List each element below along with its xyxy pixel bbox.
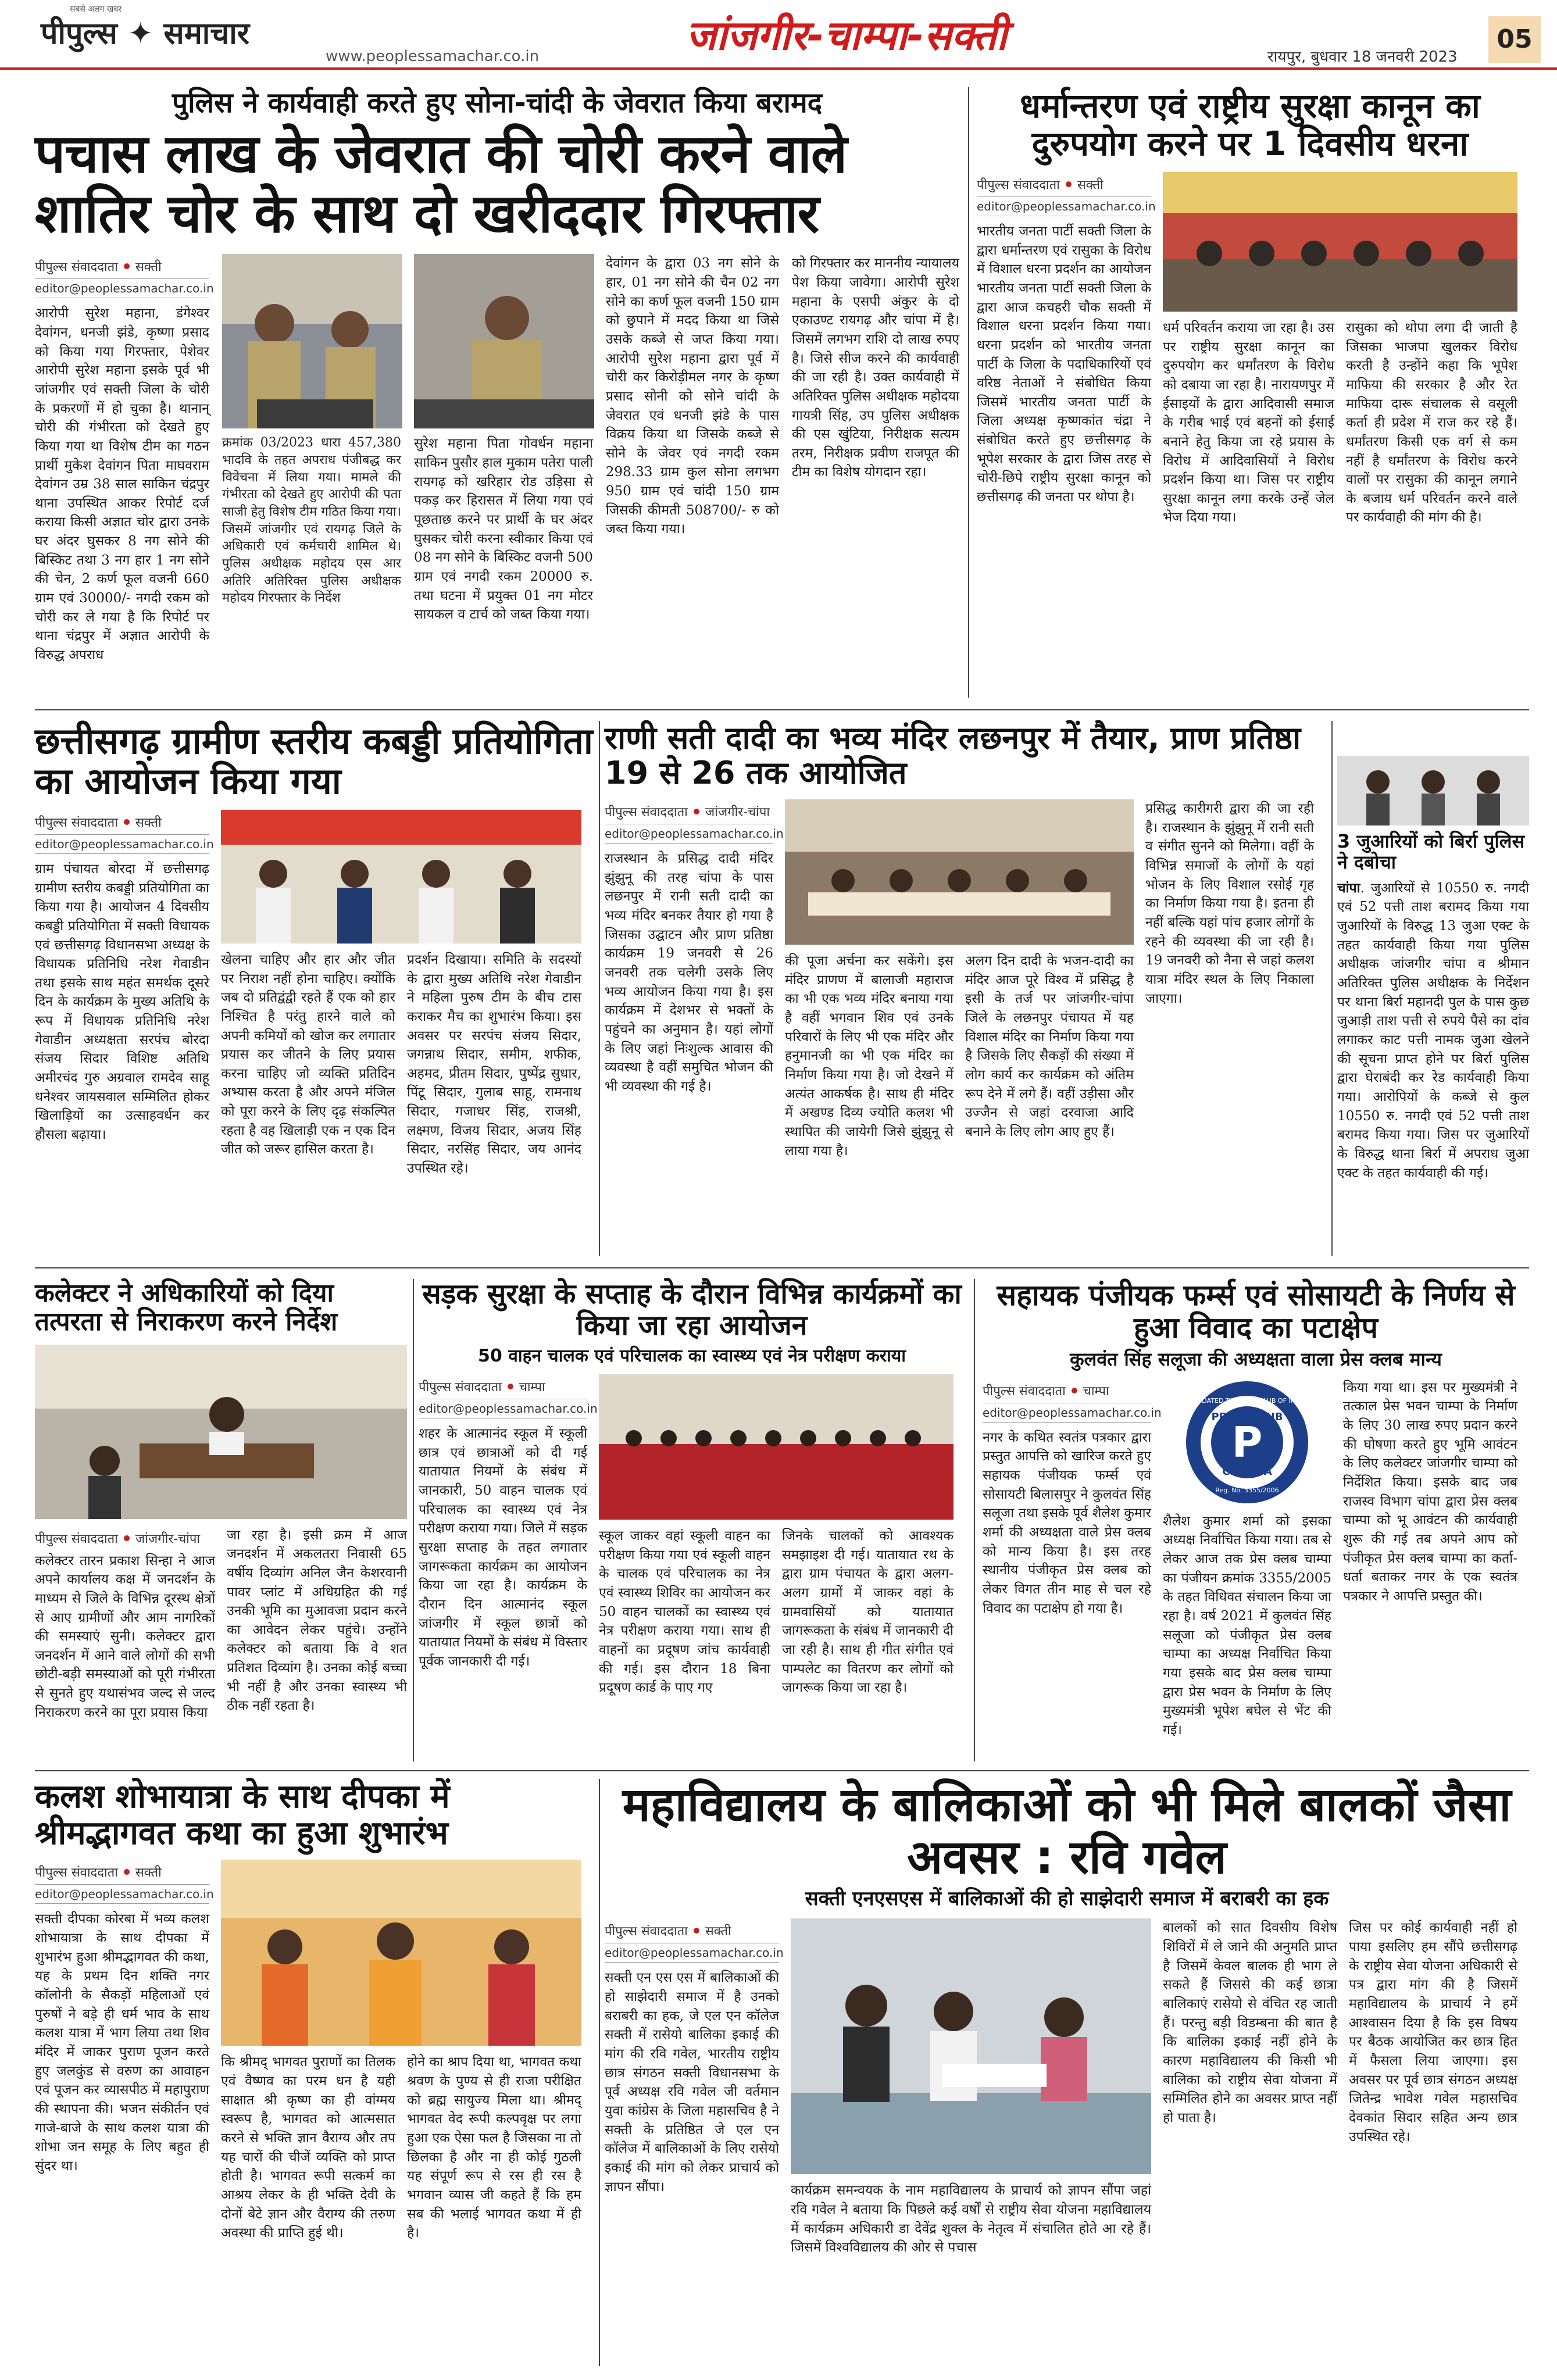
story-body-col4: प्रसिद्ध कारीगरी द्वारा की जा रही है। राजस्थान के झुंझुनू में रानी सती व संगीत सुनने को मिलेगा। वहीं के विभिन्न समाजों के लोगों के यहां भोजन के लिए विशाल रसोई गृह का निर्माण किया गया है। इतना ही नहीं बल्कि यहां पांच हजार लोगों के रहने की व्यवस्था की जा रही है। 19 जनवरी को नैना से जहां कलश यात्रा मंदिर स्थल के लिए निकाला जाएगा। xyxy=(1145,801,1314,1006)
story-body-col1: राजस्थान के प्रसिद्ध दादी मंदिर झुंझुनू की तरह चांपा के पास लछनपुर में रानी सती दादी का भव्य मंदिर बनकर तैयार हो गया है जिसका उद्घाटन और प्राण प्रतिष्ठा कार्यक्रम 19 जनवरी से 26 जनवरी तक चलेगी उसके लिए भव्य आयोजन किया गया है। इस कार्यक्रम में देशभर से भक्तों के पहुंचने का अनुमान है। यहां लोगों के लिए जहां निःशुल्क आवास की व्यवस्था है वहीं समुचित भोजन की भी व्यवस्था की गई है। xyxy=(605,850,773,1094)
photo-memorandum xyxy=(791,1918,1151,2174)
byline-dot-icon xyxy=(694,1928,699,1934)
byline-dot-icon xyxy=(694,809,699,814)
byline: पीपुल्स संवाददाता चाम्पा xyxy=(419,1380,545,1395)
story-rani-sati-temple xyxy=(605,721,1326,1256)
story-body-col1: कलेक्टर तारन प्रकाश सिन्हा ने आज अपने कार्यालय कक्ष में जनदर्शन के माध्यम से जिले के विभिन्न दूरस्थ क्षेत्रों से आए ग्रामीणों और आम नागरिकों की समस्याएं सुनी। कलेक्टर द्वारा जनदर्शन में आने वाले लोगों की सभी छोटी-बड़ी समस्याओं को पूरी गंभीरता से सुनते हुए यथासंभव जल्द से जल्द निराकरण करने का पूरा प्रयास किया xyxy=(35,1553,215,1720)
story-headline[interactable]: पचास लाख के जेवरात की चोरी करने वाले शातिर चोर के साथ दो खरीददार गिरफ्तार xyxy=(35,123,847,245)
story-kicker: पुलिस ने कार्यवाही करते हुए सोना-चांदी के जेवरात किया बरामद xyxy=(172,87,823,119)
logo-text: PRESS CLUB xyxy=(1211,1410,1283,1423)
story-headline[interactable]: महाविद्यालय के बालिकाओं को भी मिले बालकों जैसा अवसर : रवि गवेल xyxy=(622,1778,1512,1884)
logo-tagline: सबसे अलग खबर xyxy=(70,5,122,14)
story-body-col4: देवांगन के द्वारा 03 नग सोने के हार, 01 नग सोने की चैन 02 नग सोने का कर्ण फूल वजनी 150 ग्राम को छुपाने में मदद किया था जिसे उसके कब्जे से जप्त किया गया। आरोपी सुरेश महाना द्वारा पूर्व में चोरी कर किरोड़ीमल नगर के कृष्ण प्रसाद सोनी को सोने चांदी के जेवरात एवं धनजी झंडे के पास विक्रय किया था जिसके कब्जे से सोने के जेवर एवं नगदी रकम 298.33 ग्राम कुल सोना लगभग 950 ग्राम एवं चांदी 150 ग्राम जिसकी कीमती 508700/- रु को जब्त किया गया। xyxy=(605,256,779,537)
press-club-logo xyxy=(1163,1378,1331,1506)
story-body-col2: कार्यक्रम समन्वयक के नाम महाविद्यालय के प्राचार्य को ज्ञापन सौंपा जहां रवि गवेल ने बताया कि पिछले कई वर्षों से राष्ट्रीय सेवा योजना महाविद्यालय में कार्यक्रम अधिकारी डा देवेंद्र शुक्ल के नेतृत्व में संचालित होते आ रहे हैं। जिसमें विश्वविद्यालय की ओर से पचास xyxy=(791,2183,1151,2256)
section-rule xyxy=(35,709,1529,710)
column-rule xyxy=(974,1279,975,1761)
story-headline[interactable]: छत्तीसगढ़ ग्रामीण स्तरीय कबड्डी प्रतियोगिता का आयोजन किया गया xyxy=(35,720,593,803)
story-body-col1: आरोपी सुरेश महाना, डंगेश्वर देवांगन, धनजी झंडे, कृष्णा प्रसाद को किया गया गिरफ्तार, पेशेवर आरोपी सुरेश महाना इसके पूर्व भी जांजगीर एवं सक्ती जिला के चोरी के प्रकरणों में हो चुका है। थानान् चोरी की गंभीरता को देखते हुए किया गया था विशेष टीम का गठन प्रार्थी मुकेश देवांगन पिता माघवराम देवांगन उम्र 38 साल साकिन चंद्रपुर थाना उपस्थित आकर रिपोर्ट दर्ज कराया किसी अज्ञात चोर द्वारा उनके घर अंदर घुसकर 8 नग सोने की बिस्किट तथा 3 नग हार 1 नग सोने की चेन, 2 कर्ण फूल वजनी 660 ग्राम एवं 30000/- नगदी रकम को चोरी कर ले गया है कि रिपोर्ट पर थाना चंद्रपुर में अज्ञात आरोपी के विरुद्ध अपराध xyxy=(35,306,209,663)
gamblers-photo-icon xyxy=(1337,756,1529,826)
column-rule xyxy=(599,721,600,1256)
story-body-col2: धर्म परिवर्तन कराया जा रहा है। उस पर राष्ट्रीय सुरक्षा कानून का दुरुपयोग कर धर्मांतरण के विरोध को दबाया जा रहा है। नारायणपुर में ईसाइयों के द्वारा आदिवासी समाज के गरीब भाई एवं बहनों को ईसाई बनाने हेतु किया जा रहे प्रयास के विरोध में आदिवासियों ने विरोध प्रदर्शन किया था। जिस पर राष्ट्रीय सुरक्षा कानून लगा करके उन्हें जेल भेज दिया गया। xyxy=(1163,320,1334,526)
byline: पीपुल्स संवाददाता चाम्पा xyxy=(983,1384,1109,1399)
story-collector-janadarshan xyxy=(35,1279,407,1761)
story-body-col3: बालकों को सात दिवसीय विशेष शिविरों में ले जाने की अनुमति प्राप्त है जिसमें केवल बालक ही भाग ले सकते हैं जिससे की कई छात्रा बालिकाएं रासेयो से वंचित रह जाती हैं। परन्तु बड़ी विडम्बना की बात है कि बालिका इकाई नहीं होने के कारण महाविद्यालय की किसी भी बालिका को राष्ट्रीय सेवा योजना में सम्मिलित होने का अवसर प्राप्त नहीं हो पाता है। xyxy=(1163,1920,1337,2125)
story-press-club xyxy=(983,1279,1529,1761)
photo-seized-jewellery xyxy=(414,254,593,428)
site-url[interactable]: www.peoplessamachar.co.in xyxy=(326,48,540,65)
column-rule xyxy=(599,1779,600,2366)
logo-ring-text: AFFILIATED TO PRESS CLUB OF INDIA xyxy=(1187,1396,1307,1405)
story-body-col1: सक्ती एन एस एस में बालिकाओं की हो साझेदारी समाज में है उनको बराबरी का हक, जे एल एन कॉलेज सक्ती में रासेयो बालिका इकाई की मांग की रवि गवेल, भारतीय राष्ट्रीय छात्र संगठन सक्ती विधानसभा के पूर्व अध्यक्ष रवि गवेल जी वर्तमान युवा कांग्रेस के जिला महासचिव है ने सक्ती के प्रतिष्ठित जे एल एन कॉलेज में बालिकाओं के लिए रासेयो इकाई की मांग को लेकर प्राचार्य को ज्ञापन सौंपा। xyxy=(605,1970,779,2195)
story-conversion-protest xyxy=(977,87,1523,698)
police-photo-icon xyxy=(222,254,402,428)
email-link[interactable]: editor@peoplessamachar.co.in xyxy=(35,278,209,298)
logo-reg: Reg. No. 3355/2006 xyxy=(1215,1486,1279,1494)
byline-dot-icon xyxy=(1066,181,1072,187)
email-link[interactable]: editor@peoplessamachar.co.in xyxy=(35,1884,209,1904)
byline: पीपुल्स संवाददाता जांजगीर-चांपा xyxy=(605,805,770,820)
byline: पीपुल्स संवाददाता सक्ती xyxy=(35,815,162,830)
meeting-photo-icon xyxy=(785,799,1134,945)
photo-protest xyxy=(1163,172,1517,312)
byline-dot-icon xyxy=(124,1535,130,1541)
story-headline[interactable]: सड़क सुरक्षा के सप्ताह के दौरान विभिन्न कार्यक्रमों का किया जा रहा आयोजन xyxy=(422,1278,962,1342)
page-number: 05 xyxy=(1488,16,1541,63)
story-body-col2: खेलना चाहिए और हार और जीत पर निराश नहीं होना चाहिए। क्योंकि जब दो प्रतिद्वंद्वी रहते हैं एक को हार निश्चित है परंतु हारने वाले को अपनी कमियों को खोज कर लगातार प्रयास कर जीतने के लिए प्रयास करना चाहिए जो व्यक्ति प्रतिदिन अभ्यास करता है और अपने मंजिल को पूरा करने के लिए दृढ़ संकल्पित रहता है वह खिलाड़ी एक न एक दिन जीत को जरूर हासिल करता है। xyxy=(221,952,395,1157)
students-photo-icon xyxy=(599,1374,954,1520)
story-headline[interactable]: धर्मान्तरण एवं राष्ट्रीय सुरक्षा कानून का दुरुपयोग करने पर 1 दिवसीय धरना xyxy=(1020,86,1480,163)
byline: पीपुल्स संवाददाता जांजगीर-चांपा xyxy=(35,1531,201,1546)
story-girls-nss xyxy=(605,1779,1529,2366)
section-rule xyxy=(35,1770,1529,1771)
katha-photo-icon xyxy=(221,1860,581,2046)
byline-dot-icon xyxy=(1072,1388,1077,1393)
story-body-col3: सुरेश महाना पिता गोवर्धन महाना साकिन पुसौर हाल मुकाम पतेरा पाली रायगढ़ को खरिहार रोड उड़िसा से पकड़ कर हिरासत में लिया गया एवं पूछताछ करने पर प्रार्थी के घर अंदर घुसकर चोरी करना स्वीकार किया एवं 08 नग सोने के बिस्किट वजनी 500 ग्राम एवं नगदी रकम 20000 रु. तथा घटना में प्रयुक्त 01 नग मोटर सायकल व टार्च को जब्त किया गया। xyxy=(413,436,593,623)
story-kabaddi xyxy=(35,721,593,1256)
logo-letter: P xyxy=(1231,1417,1263,1467)
photo-caption: क्रमांक 03/2023 धारा 457,380 भादवि के तहत अपराध पंजीबद्ध कर विवेचना में लिया गया। मामले की गंभीरता को देखते हुए आरोपी की पता साजी हेतु विशेष टीम गठित किया गया। जिसमें जांजगीर एवं रायगढ़ जिले के अधिकारी एवं कर्मचारी शामिल थे। पुलिस अधीक्षक महोदय एस आर अतिरि अतिरिक्त पुलिस अधीक्षक महोदय गिरफ्तार के निर्देश xyxy=(222,435,401,606)
story-body-col5: को गिरफ्तार कर माननीय न्यायालय पेश किया जावेगा। आरोपी सुरेश महाना के एसपी अंकुर के दो एकाउण्ट रायगढ़ और चांपा में है। जिसमें लगभग राशि दो लाख रुपए है। जिसे सीज करने की कार्यवाही की जा रही है। उक्त कार्यवाही में अतिरिक्त पुलिस अधीक्षक महोदया गायत्री सिंह, उप पुलिस अधीक्षक की एस खुंटिया, निरीक्षक सत्यम तरम, निरीक्षक प्रवीण राजपूत की टीम का विशेष योगदान रहा। xyxy=(791,256,959,480)
story-body-col3: अलग दिन दादी के भजन-दादी का मंदिर आज पूरे विश्व में प्रसिद्ध है इसी के तर्ज पर जांजगीर-चांपा जिले के लछनपुर पंचायत में यह विशाल मंदिर का निर्माण किया गया है जिसके लिए सैकड़ों की संख्या में लोग कार्य कर कार्यक्रम को अंतिम रूप देने में लगे हैं। वहीं उड़ीसा और उज्जैन से जहां दरवाजा आदि बनाने के लिए लोग आए हुए हैं। xyxy=(965,953,1134,1139)
newspaper-logo[interactable]: पीपुल्स ✦ समाचार xyxy=(41,16,250,51)
dateline: रायपुर, बुधवार 18 जनवरी 2023 xyxy=(1267,48,1458,66)
story-gamblers-arrest xyxy=(1337,756,1529,1256)
story-deck: सक्ती एनएसएस में बालिकाओं की हो साझेदारी समाज में बराबरी का हक xyxy=(805,1887,1329,1911)
photo-police-press xyxy=(222,254,401,428)
story-jewellery-theft xyxy=(35,87,959,698)
story-headline[interactable]: 3 जुआरियों को बिर्रा पुलिस ने दबोचा xyxy=(1337,830,1525,873)
story-body-col2: स्कूल जाकर वहां स्कूली वाहन का परीक्षण किया गया एवं स्कूली वाहन के चालक एवं परिचालक का नेत्र एवं स्वास्थ्य शिविर का आयोजन कर 50 वाहन चालकों का स्वास्थ्य एवं नेत्र परीक्षण कराया गया। साथ ही वाहनों का प्रदूषण जांच कार्यवाही की गई। इस दौरान 18 बिना प्रदूषण कार्ड के पाए गए xyxy=(599,1528,770,1696)
kabaddi-photo-icon xyxy=(221,810,581,944)
masthead xyxy=(0,0,1557,70)
logo-sub: CHAMPA xyxy=(1222,1465,1272,1478)
story-body-col2: कि श्रीमद् भागवत पुराणों का तिलक एवं वैष्णव का परम धन है यही साक्षात श्री कृष्ण का ही वांग्मय स्वरूप है, भागवत को आत्मसात करने से भक्ति ज्ञान वैराग्य और तप यह चारों की चीजें व्यक्ति को प्राप्त होती है। भागवत रूपी सत्कर्म का आश्रय लेकर के ही भक्ति देवी के दोनों बेटे ज्ञान और वैराग्य की तरुण अवस्था की प्राप्ति हुई थी। xyxy=(221,2054,395,2241)
email-link[interactable]: editor@peoplessamachar.co.in xyxy=(983,1403,1151,1423)
story-headline[interactable]: कलश शोभायात्रा के साथ दीपका में श्रीमद्भागवत कथा का हुआ शुभारंभ xyxy=(35,1778,450,1852)
story-body-col1: ग्राम पंचायत बोरदा में छत्तीसगढ़ ग्रामीण स्तरीय कबड्डी प्रतियोगिता का किया गया है। आयोजन 4 दिवसीय कबड्डी प्रतियोगिता में सक्ती विधायक एवं छत्तीसगढ़ विधानसभा अध्यक्ष के विधायक प्रतिनिधि नरेश गेवाडीन तथा इसके साथ महंत समर्थक दूसरे दिन के कार्यक्रम के मुख्य अतिथि के रूप में विधायक प्रतिनिधि नरेश गेवाडीन अध्यक्षता सरपंच बोरदा संजय सिदार विशिष्ट अतिथि अमीरचंद गुरु अग्रवाल रामदेव साहू धनेश्वर जायसवाल सम्मिलित होकर खिलाड़ियों का उत्साहवर्धन कर हौसला बढ़ाया। xyxy=(35,861,209,1143)
press-club-seal-icon xyxy=(1183,1378,1311,1506)
story-body-col2: जा रहा है। इसी क्रम में आज जनदर्शन में अकलतरा निवासी 65 वर्षीय दिव्यांग अनिल जैन केशरवानी पावर प्लांट में अधिग्रहित की गई उनकी भूमि का मुआवजा प्रदान करने का आवेदन लेकर पहुंचे। उन्होंने कलेक्टर को बताया कि वे शत प्रतिशत दिव्यांग है। उनका कोई बच्चा भी नहीं है और उनका स्वास्थ्य भी ठीक नहीं रहता है। xyxy=(227,1527,407,1714)
story-headline[interactable]: सहायक पंजीयक फर्म्स एवं सोसायटी के निर्णय से हुआ विवाद का पटाक्षेप xyxy=(997,1278,1515,1345)
column-rule xyxy=(413,1279,414,1761)
story-headline[interactable]: राणी सती दादी का भव्य मंदिर लछनपुर में तैयार, प्राण प्रतिष्ठा 19 से 26 तक आयोजित xyxy=(605,720,1301,792)
email-link[interactable]: editor@peoplessamachar.co.in xyxy=(419,1399,587,1418)
story-body-col3: जिनके चालकों को आवश्यक समझाइश दी गई। यातायात रथ के द्वारा ग्राम पंचायत के द्वारा अलग-अलग ग्रामों में जाकर वहां के ग्रामवासियों को यातायात जागरूकता के संबंध में जानकारी दी जा रही है। साथ ही गीत संगीत एवं पाम्पलेट का वितरण कर लोगों को जागरूक किया जा रहा है। xyxy=(782,1528,954,1696)
email-link[interactable]: editor@peoplessamachar.co.in xyxy=(605,824,773,844)
region-title: जांजगीर-चाम्पा-सक्ती xyxy=(686,12,1007,59)
story-body-col1: भारतीय जनता पार्टी सक्ती जिला के द्वारा धर्मान्तरण एवं रासुका के विरोध में विशाल धरना प्रदर्शन का आयोजन भारतीय जनता पार्टी सक्ती जिला के द्वारा आज कचहरी चौक सक्ती में विशाल धरना प्रदर्शन किया गया। धरना प्रदर्शन को भारतीय जनता पार्टी के जिला के पदाधिकारियों एवं वरिष्ठ नेताओं ने संबोधित किया जिसमें भारतीय जनता पार्टी के जिला अध्यक्ष कृष्णकांत चंद्रा ने संबोधित करते हुए छत्तीसगढ़ के भूपेश सरकार के द्वारा जिस तरह से चोरी-छिपे राष्ट्रीय सुरक्षा कानून को छत्तीसगढ़ की जनता पर थोपा है। xyxy=(977,223,1151,505)
story-body-col1: सक्ती दीपका कोरबा में भव्य कलश शोभायात्रा के साथ दीपका में शुभारंभ हुआ श्रीमद्भागवत की कथा, यह के प्रथम दिन शक्ति नगर कॉलोनी के सैकड़ों महिलाओं एवं पुरुषों ने बड़े ही धर्म भाव के साथ कलश यात्रा में भाग लिया तथा शिव मंदिर में जाकर पुराण पूजन करते हुए जलकुंड से वरुण का आवाहन एवं पूजन कर व्यासपीठ में महापुराण की स्थापना की। भजन संकीर्तन एवं गाजे-बाजे के साथ कलश यात्रा की शोभा जन समूह के लिए बहुत ही सुंदर था। xyxy=(35,1911,209,2174)
story-body-col3: किया गया था। इस पर मुख्यमंत्री ने तत्काल प्रेस भवन चाम्पा के निर्माण के लिए 30 लाख रुपए प्रदान करने की घोषणा करते हुए भूमि आवंटन के लिए कलेक्टर जांजगीर चाम्पा को निर्देशित किया। इसके बाद जब राजस्व विभाग चांपा द्वारा प्रेस क्लब चाम्पा को भू आवंटन की कार्यवाही शुरू की गई तब अपने आप को पंजीकृत प्रेस क्लब चाम्पा का कर्ता-धर्ता बताकर नगर के एक स्वतंत्र पत्रकार ने आपत्ति प्रस्तुत की। xyxy=(1343,1380,1517,1604)
story-body-col3: रासुका को थोपा लगा दी जाती है जिसका भाजपा खुलकर विरोध करती है उन्होंने कहा कि भूपेश माफिया की सरकार है और रेत माफिया दारू संचालक से वसूली कर्ता ही प्रदेश में राज कर रहे हैं। धर्मांतरण किसी एक वर्ग से कम नहीं है धर्मांतरण के विरोध करने वालों पर रासुका की कानून लगाने के बजाय धर्म परिवर्तन करने वाले पर कार्यवाही की मांग की है। xyxy=(1346,320,1517,526)
email-link[interactable]: editor@peoplessamachar.co.in xyxy=(977,196,1151,216)
column-rule xyxy=(968,87,969,698)
byline: पीपुल्स संवाददाता सक्ती xyxy=(35,1866,162,1881)
story-road-safety xyxy=(419,1279,965,1761)
photo-temple-meeting xyxy=(785,799,1134,945)
story-body-col1: शहर के आत्मानंद स्कूल में स्कूली छात्र एवं छात्राओं को दी गई यातायात नियमों के संबंध में जानकारी, 50 वाहन चालक एवं परिचालक का स्वास्थ्य एवं नेत्र परीक्षण कराया गया। जिले में सड़क सुरक्षा सप्ताह के तहत लगातार जागरूकता कार्यक्रम का आयोजन किया जा रहा है। कार्यक्रम के दौरान दिन आत्मानंद स्कूल जांजगीर में स्कूल छात्रों को यातायात नियमों के संबंध में विस्तार पूर्वक जानकारी दी गई। xyxy=(419,1426,587,1669)
story-body-col2: शैलेश कुमार शर्मा को इसका अध्यक्ष निर्वाचित किया गया। तब से लेकर आज तक प्रेस क्लब चाम्पा का पंजीयन क्रमांक 3355/2005 के तहत विधिवत संचालन किया जा रहा है। वर्ष 2021 में कुलवंत सिंह सलूजा को पंजीकृत प्रेस क्लब चाम्पा का अध्यक्ष निर्वाचित किया गया इसके बाद प्रेस क्लब चाम्पा द्वारा प्रेस भवन के निर्माण के लिए मुख्यमंत्री भूपेश बघेल से भेंट की गई। xyxy=(1163,1513,1331,1738)
photo-collector xyxy=(35,1345,407,1519)
story-body-col3: होने का श्राप दिया था, भागवत कथा श्रवण के पुण्य से ही राजा परीक्षित को ब्रह्म सायुज्य मिला था। श्रीमद् भागवत वेद रूपी कल्पवृक्ष पर लगा हुआ एक ऐसा फल है जिसका ना तो छिलका है और ना ही कोई गुठली यह संपूर्ण रूप से रस ही रस है भगवान व्यास जी कहते हैं कि हम सब की भलाई भागवत कथा में ही है। xyxy=(407,2054,581,2241)
protest-photo-icon xyxy=(1163,172,1517,312)
story-bhagwat-katha xyxy=(35,1779,593,2366)
story-body-col1: नगर के कथित स्वतंत्र पत्रकार द्वारा प्रस्तुत आपत्ति को खारिज करते हुए सहायक पंजीयक फर्म्स एवं सोसायटी बिलासपुर ने कुलवंत सिंह सलूजा तथा इसके पूर्व शैलेश कुमार शर्मा की अध्यक्षता वाले प्रेस क्लब को मान्य किया है। इस तरह स्थानीय पंजीकृत प्रेस क्लब को लेकर विगत तीन माह से चल रहे विवाद का पटाक्षेप हो गया है। xyxy=(983,1430,1151,1616)
byline: पीपुल्स संवाददाता सक्ती xyxy=(35,260,162,275)
email-link[interactable]: editor@peoplessamachar.co.in xyxy=(605,1943,779,1963)
photo-road-safety-students xyxy=(599,1374,954,1520)
byline-dot-icon xyxy=(124,819,130,825)
byline: पीपुल्स संवाददाता सक्ती xyxy=(605,1924,731,1939)
story-headline[interactable]: कलेक्टर ने अधिकारियों को दिया तत्परता से निराकरण करने निर्देश xyxy=(35,1278,338,1337)
officer-photo-icon xyxy=(414,254,594,428)
story-deck: कुलवंत सिंह सलूजा की अध्यक्षता वाला प्रेस क्लब मान्य xyxy=(1070,1348,1442,1370)
section-rule xyxy=(35,1267,1529,1268)
byline: पीपुल्स संवाददाता सक्ती xyxy=(977,177,1104,192)
column-rule xyxy=(1331,721,1333,1256)
story-body-col2: की पूजा अर्चना कर सकेंगे। इस मंदिर प्राणण में बालाजी महाराज का भी एक भव्य मंदिर बनाया गया है वहीं भगवान शिव एवं उनके परिवारों के लिए भी एक मंदिर और हनुमानजी का भी एक मंदिर का निर्माण किया गया है। जो देखने में अत्यंत आकर्षक है। साथ ही मंदिर में अखण्ड दिव्य ज्योति कलश भी स्थापित की जायेगी जिसे झुंझुनू से लाया गया है। xyxy=(785,953,954,1159)
byline-dot-icon xyxy=(508,1384,513,1389)
photo-bhagwat-katha xyxy=(221,1860,581,2046)
email-link[interactable]: editor@peoplessamachar.co.in xyxy=(35,834,209,854)
collector-photo-icon xyxy=(35,1345,407,1519)
byline-dot-icon xyxy=(124,1869,130,1875)
story-body-col3: प्रदर्शन दिखाया। समिति के सदस्यों के द्वारा मुख्य अतिथि नरेश गेवाडीन ने महिला पुरुष टीम के बीच टास कराकर मैच का शुभारंभ किया। इस अवसर पर सरपंच संजय सिदार, जगन्नाथ सिदार, समीम, शफीक, अहमद, प्रीतम सिदार, पुष्पेंद्र सुधार, पिंटू सिदार, गुलाब साहू, रामनाथ सिदार, गजाधर सिंह, राजश्री, लक्ष्मण, विजय सिदार, अजय सिंह सिदार, नरसिंह सिदार, जय आनंद उपस्थित रहे। xyxy=(407,952,581,1177)
story-deck: 50 वाहन चालक एवं परिचालक का स्वास्थ्य एवं नेत्र परीक्षण कराया xyxy=(478,1345,906,1366)
byline-dot-icon xyxy=(124,263,130,269)
memorandum-photo-icon xyxy=(791,1918,1151,2174)
story-body-col4: जिस पर कोई कार्यवाही नहीं हो पाया इसलिए हम सौंपे छत्तीसगढ़ के राष्ट्रीय सेवा योजना अधिकारी से पत्र द्वारा मांग की है जिसमें महाविद्यालय के प्राचार्य ने हमें आश्वासन दिया है कि इस विषय पर बैठक आयोजित कर छात्र हित में फैसला लिया जाएगा। इस अवसर पर पूर्व छात्र संगठन अध्यक्ष जितेन्द्र भावेश गवेल महासचिव देवकांत सिदार सहित अन्य छात्र उपस्थित रहे। xyxy=(1349,1920,1517,2145)
photo-kabaddi-guests xyxy=(221,810,581,944)
story-body: चांपा. जुआरियों से 10550 रु. नगदी एवं 52 पत्ती ताश बरामद किया गया जुआरियों के विरुद्ध 13 जुआ एक्ट के तहत कार्यवाही किया गया पुलिस अधीक्षक जांजगीर चांपा व श्रीमान अतिरिक्त पुलिस अधीक्षक के निर्देशन पर थाना बिर्रा महानदी पुल के पास कुछ जुआड़ी ताश पत्ती से रुपये पैसे का दांव लगाकर काट पत्ती नामक जुआ खेलने की सूचना प्राप्त होने पर बिर्रा पुलिस द्वारा घेराबंदी कर रेड कार्यवाही किया गया। आरोपियों के कब्जे से कुल 10550 रु. नगदी एवं 52 पत्ती ताश बरामद किया गया। जिस पर जुआरियों के विरुद्ध थाना बिर्रा में अपराध जुआ एक्ट के तहत कार्यवाही की गई। xyxy=(1337,880,1529,1181)
photo-gamblers xyxy=(1337,756,1529,826)
